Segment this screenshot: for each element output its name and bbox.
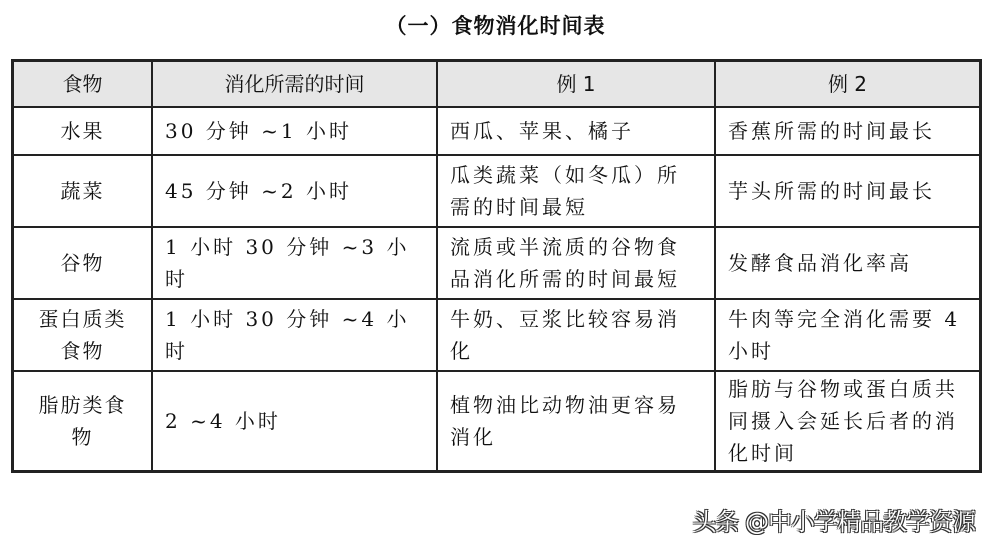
time-cell: 30 分钟 ~1 小时 [152,107,437,155]
example-2-cell: 脂肪与谷物或蛋白质共同摄入会延长后者的消化时间 [715,371,981,471]
example-1-cell: 植物油比动物油更容易消化 [437,371,715,471]
example-2-cell: 发酵食品消化率高 [715,227,981,299]
food-cell: 蔬菜 [13,155,153,227]
table-row [13,155,981,227]
food-cell: 谷物 [13,227,153,299]
table-header-row [13,61,981,108]
example-2-cell: 牛肉等完全消化需要 4 小时 [715,299,981,371]
example-1-cell: 流质或半流质的谷物食品消化所需的时间最短 [437,227,715,299]
header-example-1: 例 1 [437,61,715,108]
time-cell: 1 小时 30 分钟 ~3 小时 [152,227,437,299]
header-time: 消化所需的时间 [152,61,437,108]
watermark: 头条 @中小学精品教学资源 [692,508,975,536]
time-cell: 45 分钟 ~2 小时 [152,155,437,227]
table-row [13,107,981,155]
example-2-cell: 芋头所需的时间最长 [715,155,981,227]
table-row [13,371,981,471]
digestion-time-table [11,59,982,473]
example-1-cell: 西瓜、苹果、橘子 [437,107,715,155]
page-title: （一）食物消化时间表 [385,14,606,38]
table-row [13,227,981,299]
food-cell: 脂肪类食物 [13,371,153,471]
example-1-cell: 牛奶、豆浆比较容易消化 [437,299,715,371]
table-row [13,299,981,371]
example-1-cell: 瓜类蔬菜（如冬瓜）所需的时间最短 [437,155,715,227]
example-2-cell: 香蕉所需的时间最长 [715,107,981,155]
food-cell: 蛋白质类食物 [13,299,153,371]
time-cell: 2 ~4 小时 [152,371,437,471]
time-cell: 1 小时 30 分钟 ~4 小时 [152,299,437,371]
header-example-2: 例 2 [715,61,981,108]
header-food: 食物 [13,61,153,108]
food-cell: 水果 [13,107,153,155]
